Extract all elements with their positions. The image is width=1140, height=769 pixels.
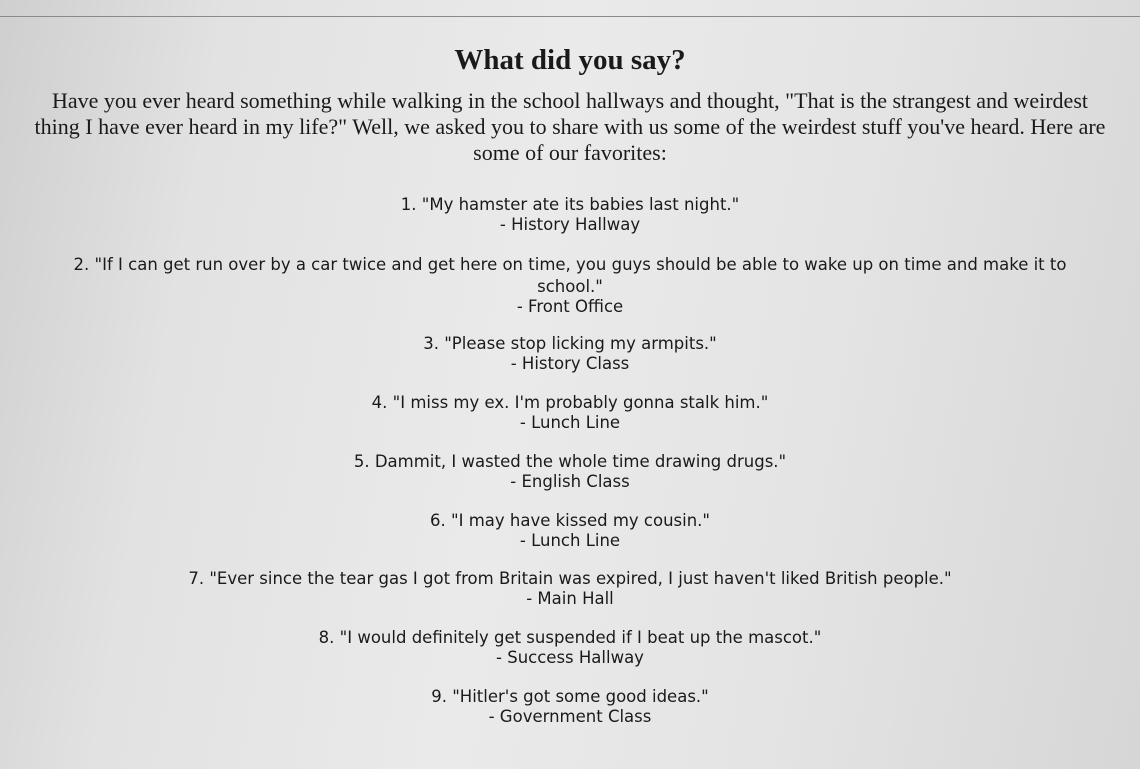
quote-item — [0, 451, 1140, 493]
page-title: What did you say? — [454, 44, 686, 76]
quote-item — [0, 568, 1140, 610]
quote-source: - Main Hall — [526, 589, 614, 608]
quote-text: 4. "I miss my ex. I'm probably gonna stalk him." — [371, 393, 769, 412]
quote-text: 8. "I would definitely get suspended if I beat up the mascot." — [318, 628, 822, 647]
quote-item — [0, 194, 1140, 236]
quote-item — [0, 510, 1140, 552]
quote-text: 1. "My hamster ate its babies last night." — [400, 195, 740, 214]
quote-source: - Success Hallway — [496, 648, 644, 667]
quote-text: 9. "Hitler's got some good ideas." — [431, 687, 709, 706]
top-divider — [0, 16, 1140, 17]
quote-text: 7. "Ever since the tear gas I got from Britain was expired, I just haven't liked British people." — [188, 569, 952, 588]
quote-source: - Lunch Line — [519, 413, 621, 432]
quote-item — [0, 254, 1140, 318]
quote-item — [0, 686, 1140, 728]
quote-source: - Lunch Line — [519, 531, 621, 550]
quote-text: 5. Dammit, I wasted the whole time drawing drugs." — [353, 452, 787, 471]
quote-text: 6. "I may have kissed my cousin." — [430, 511, 710, 530]
quote-item — [0, 333, 1140, 375]
quote-item — [0, 627, 1140, 669]
quote-text: 2. "If I can get run over by a car twice and get here on time, you guys should be able to wake up on time and make it to school." — [73, 255, 1067, 296]
intro-paragraph: Have you ever heard something while walking in the school hallways and thought, "That is the strangest and weirdest thing I have ever heard in my life?" Well, we asked you to share with us some of the weirdest stuff you've heard. Here are some of our favorites: — [34, 88, 1106, 165]
quote-text: 3. "Please stop licking my armpits." — [423, 334, 717, 353]
quote-source: - English Class — [510, 472, 630, 491]
quote-source: - History Hallway — [499, 215, 641, 234]
quote-source: - Front Office — [516, 297, 624, 316]
quote-source: - History Class — [510, 354, 630, 373]
quote-source: - Government Class — [488, 707, 652, 726]
quote-item — [0, 392, 1140, 434]
